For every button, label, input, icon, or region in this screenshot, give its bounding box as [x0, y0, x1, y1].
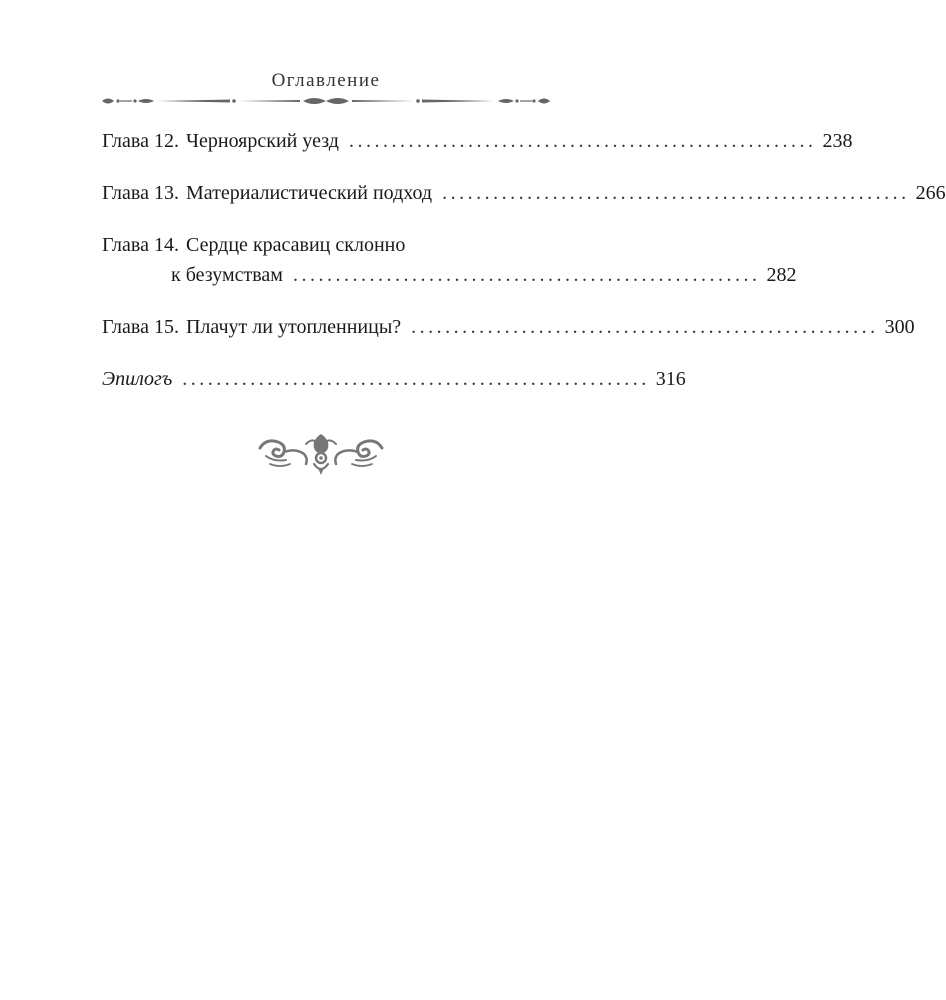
toc-entry-continuation[interactable] — [102, 260, 797, 290]
toc-entry-title: Эпилогъ — [102, 368, 173, 390]
toc-leader-dots: ....................................................... — [442, 182, 910, 204]
toc-page-number: 238 — [822, 130, 853, 152]
toc-page-number: 266 — [915, 182, 946, 204]
table-of-contents — [102, 126, 946, 394]
toc-entry-title: Глава 13. Материалистический подход — [102, 182, 433, 204]
floral-ornament-icon — [256, 428, 386, 476]
toc-entry-title: Глава 12. Черноярский уезд — [102, 130, 339, 152]
toc-entry[interactable] — [102, 126, 853, 156]
toc-leader-dots: ....................................................... — [292, 264, 761, 286]
toc-page-number: 300 — [884, 316, 915, 338]
toc-entry[interactable] — [102, 230, 552, 260]
toc-page-number: 316 — [655, 368, 686, 390]
toc-entry-title: Глава 15. Плачут ли утопленницы? — [102, 316, 402, 338]
page-title: Оглавление — [271, 70, 381, 91]
toc-entry[interactable] — [102, 178, 946, 208]
toc-leader-dots: ....................................................... — [348, 130, 817, 152]
toc-entry-title: Глава 14. Сердце красавиц склонно — [102, 234, 406, 256]
ornamental-rule-icon — [100, 92, 552, 110]
toc-entry-title: к безумствам — [171, 264, 283, 286]
toc-page-number: 282 — [766, 264, 797, 286]
toc-entry[interactable] — [102, 364, 686, 394]
page-header — [100, 70, 552, 110]
toc-leader-dots: ....................................................... — [182, 368, 650, 390]
toc-leader-dots: ....................................................... — [411, 316, 879, 338]
toc-entry[interactable] — [102, 312, 915, 342]
